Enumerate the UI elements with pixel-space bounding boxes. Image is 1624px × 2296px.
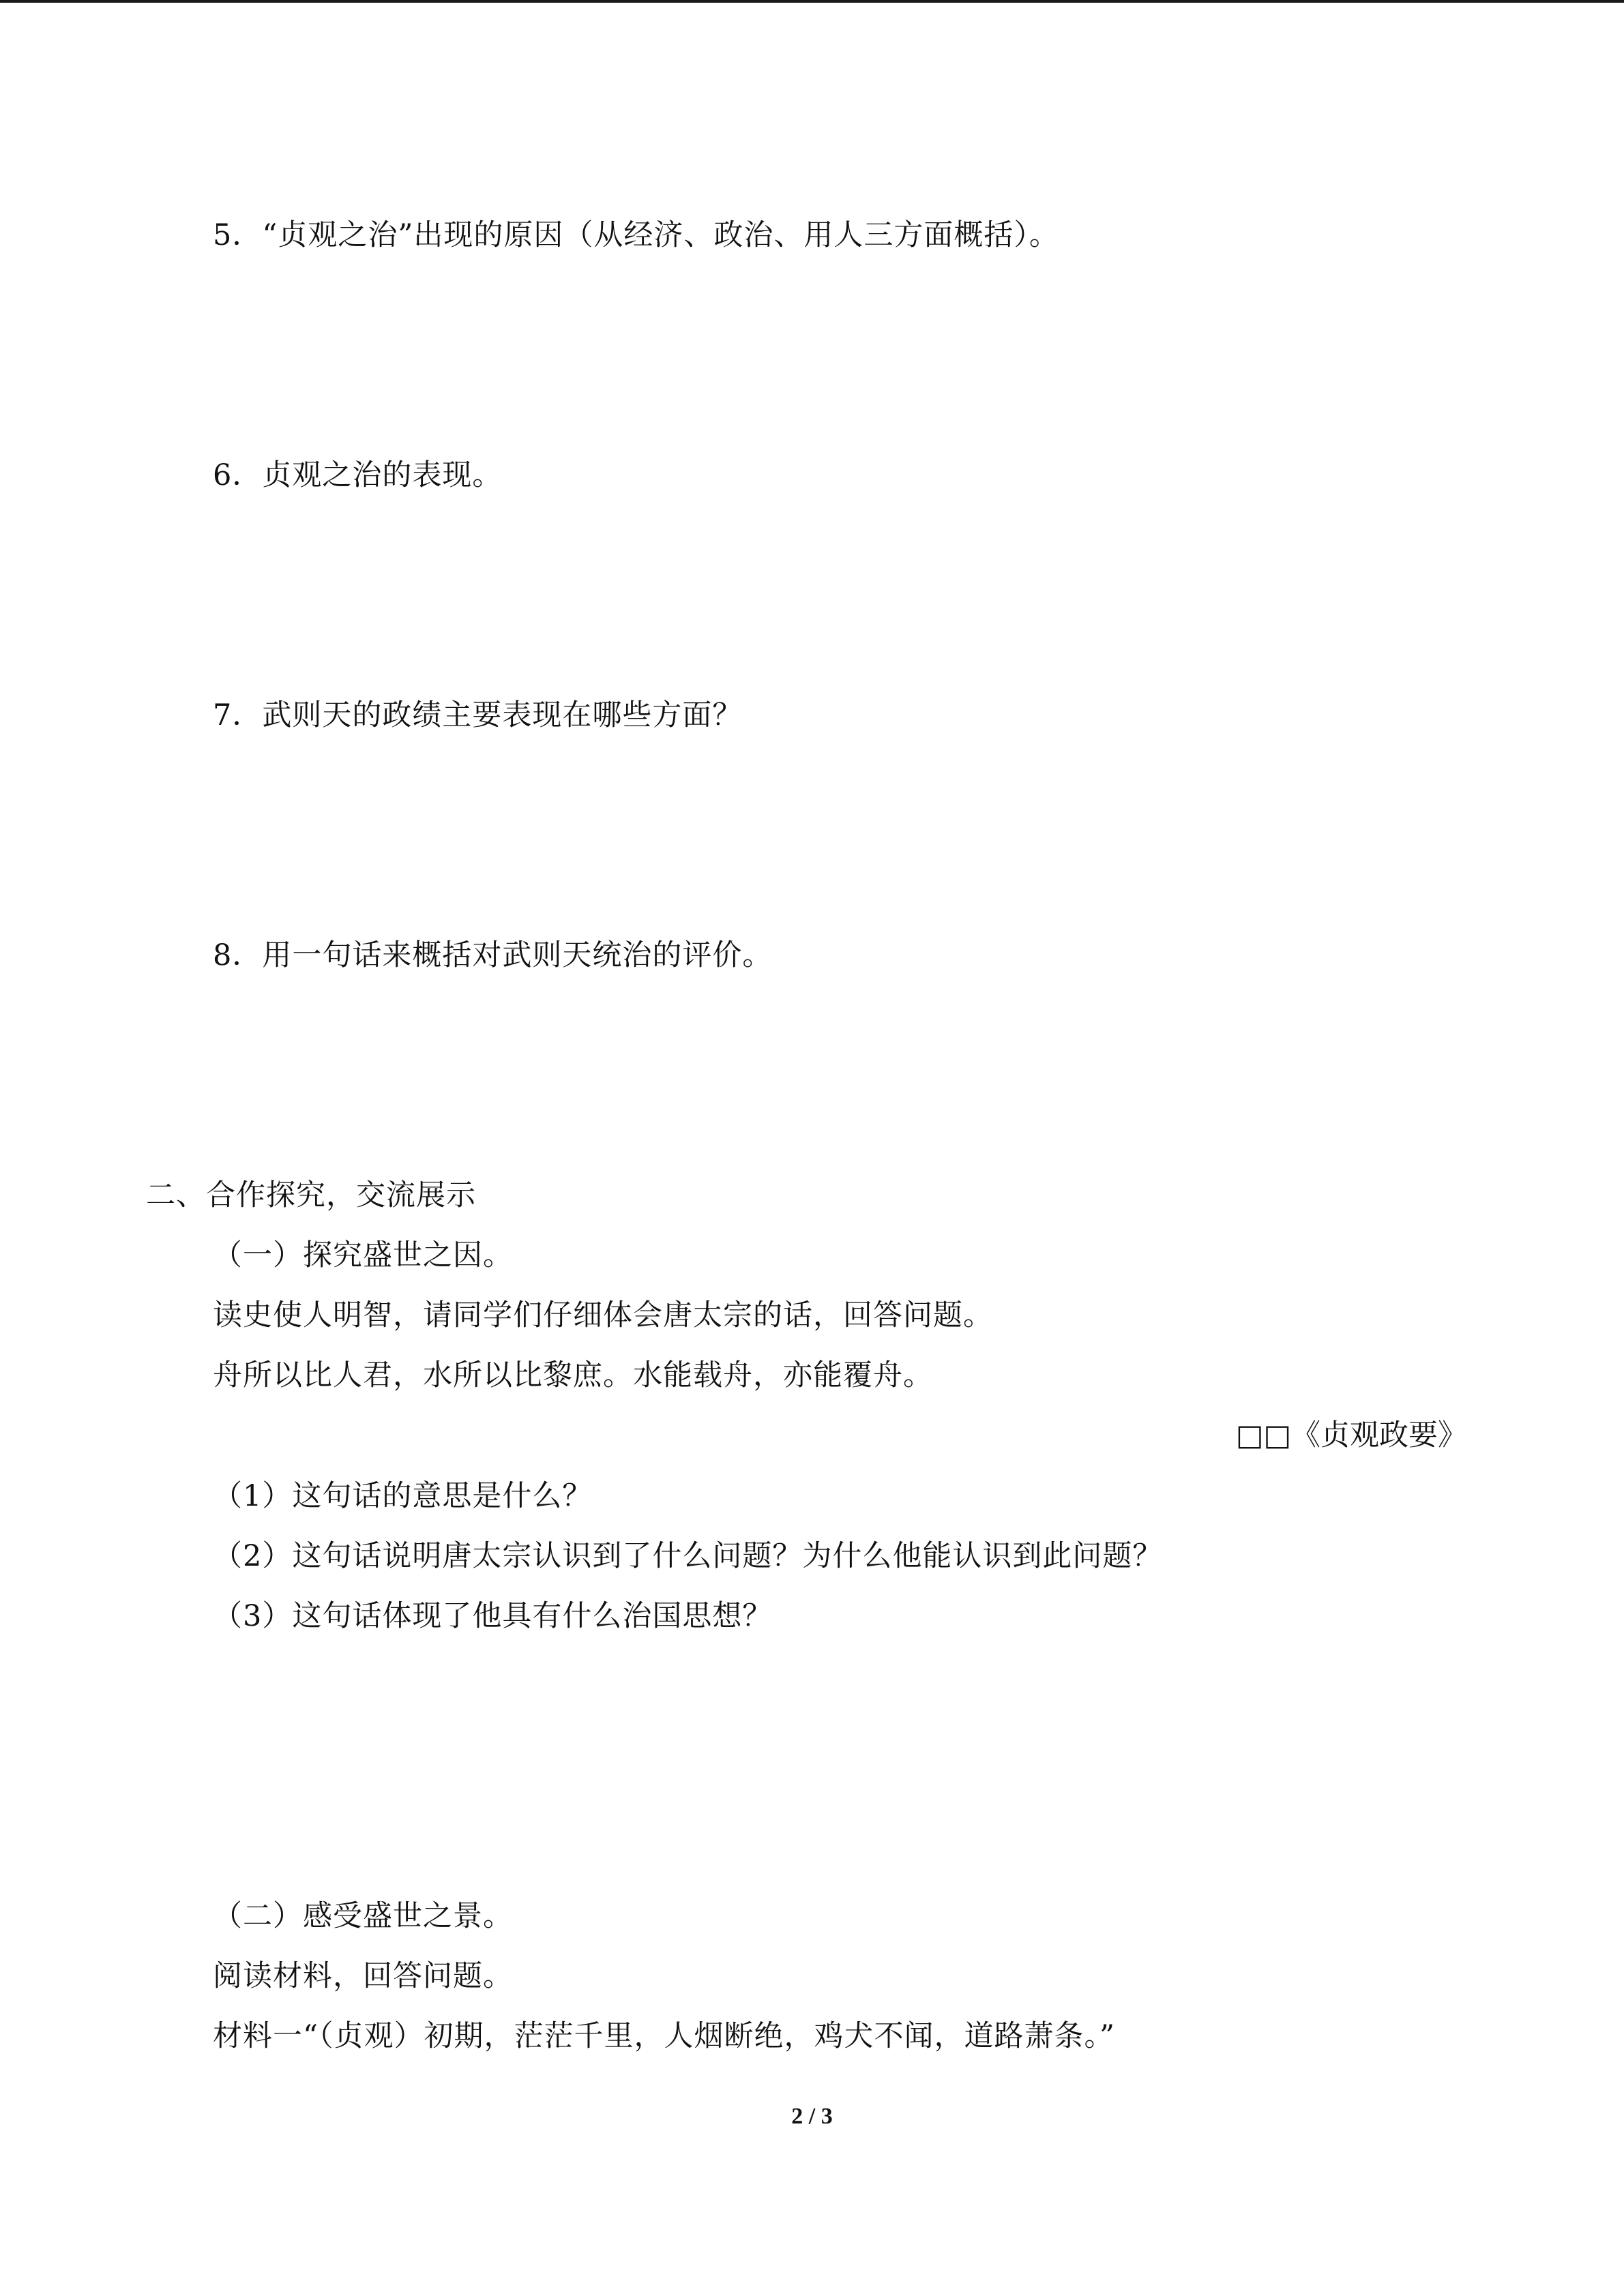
part1-item-2: （2）这句话说明唐太宗认识到了什么问题？为什么他能认识到此问题？ (213, 1539, 1163, 1573)
part1-item-1: （1）这句话的意思是什么？ (213, 1479, 593, 1513)
top-border-rule (0, 0, 1624, 3)
part1-title: （一）探究盛世之因。 (213, 1238, 513, 1272)
quote-source: □□《贞观政要》 (1235, 1418, 1467, 1452)
question-6: 6．贞观之治的表现。 (213, 458, 503, 492)
section-heading: 二、合作探究，交流展示 (146, 1178, 476, 1212)
question-7: 7．武则天的政绩主要表现在哪些方面？ (213, 698, 743, 732)
part1-instruction: 读史使人明智，请同学们仔细体会唐太宗的话，回答问题。 (213, 1298, 993, 1332)
question-8: 8．用一句话来概括对武则天统治的评价。 (213, 938, 773, 972)
page-number: 2 / 3 (791, 2104, 833, 2129)
part2-instruction: 阅读材料，回答问题。 (213, 1959, 513, 1993)
part1-item-3: （3）这句话体现了他具有什么治国思想？ (213, 1599, 773, 1633)
quote-text: 舟所以比人君，水所以比黎庶。水能载舟，亦能覆舟。 (213, 1358, 933, 1392)
part2-title: （二）感受盛世之景。 (213, 1899, 513, 1933)
question-5: 5．“贞观之治”出现的原因（从经济、政治、用人三方面概括）。 (213, 218, 1059, 252)
material-1: 材料一“（贞观）初期，茫茫千里，人烟断绝，鸡犬不闻，道路萧条。” (213, 2019, 1115, 2053)
